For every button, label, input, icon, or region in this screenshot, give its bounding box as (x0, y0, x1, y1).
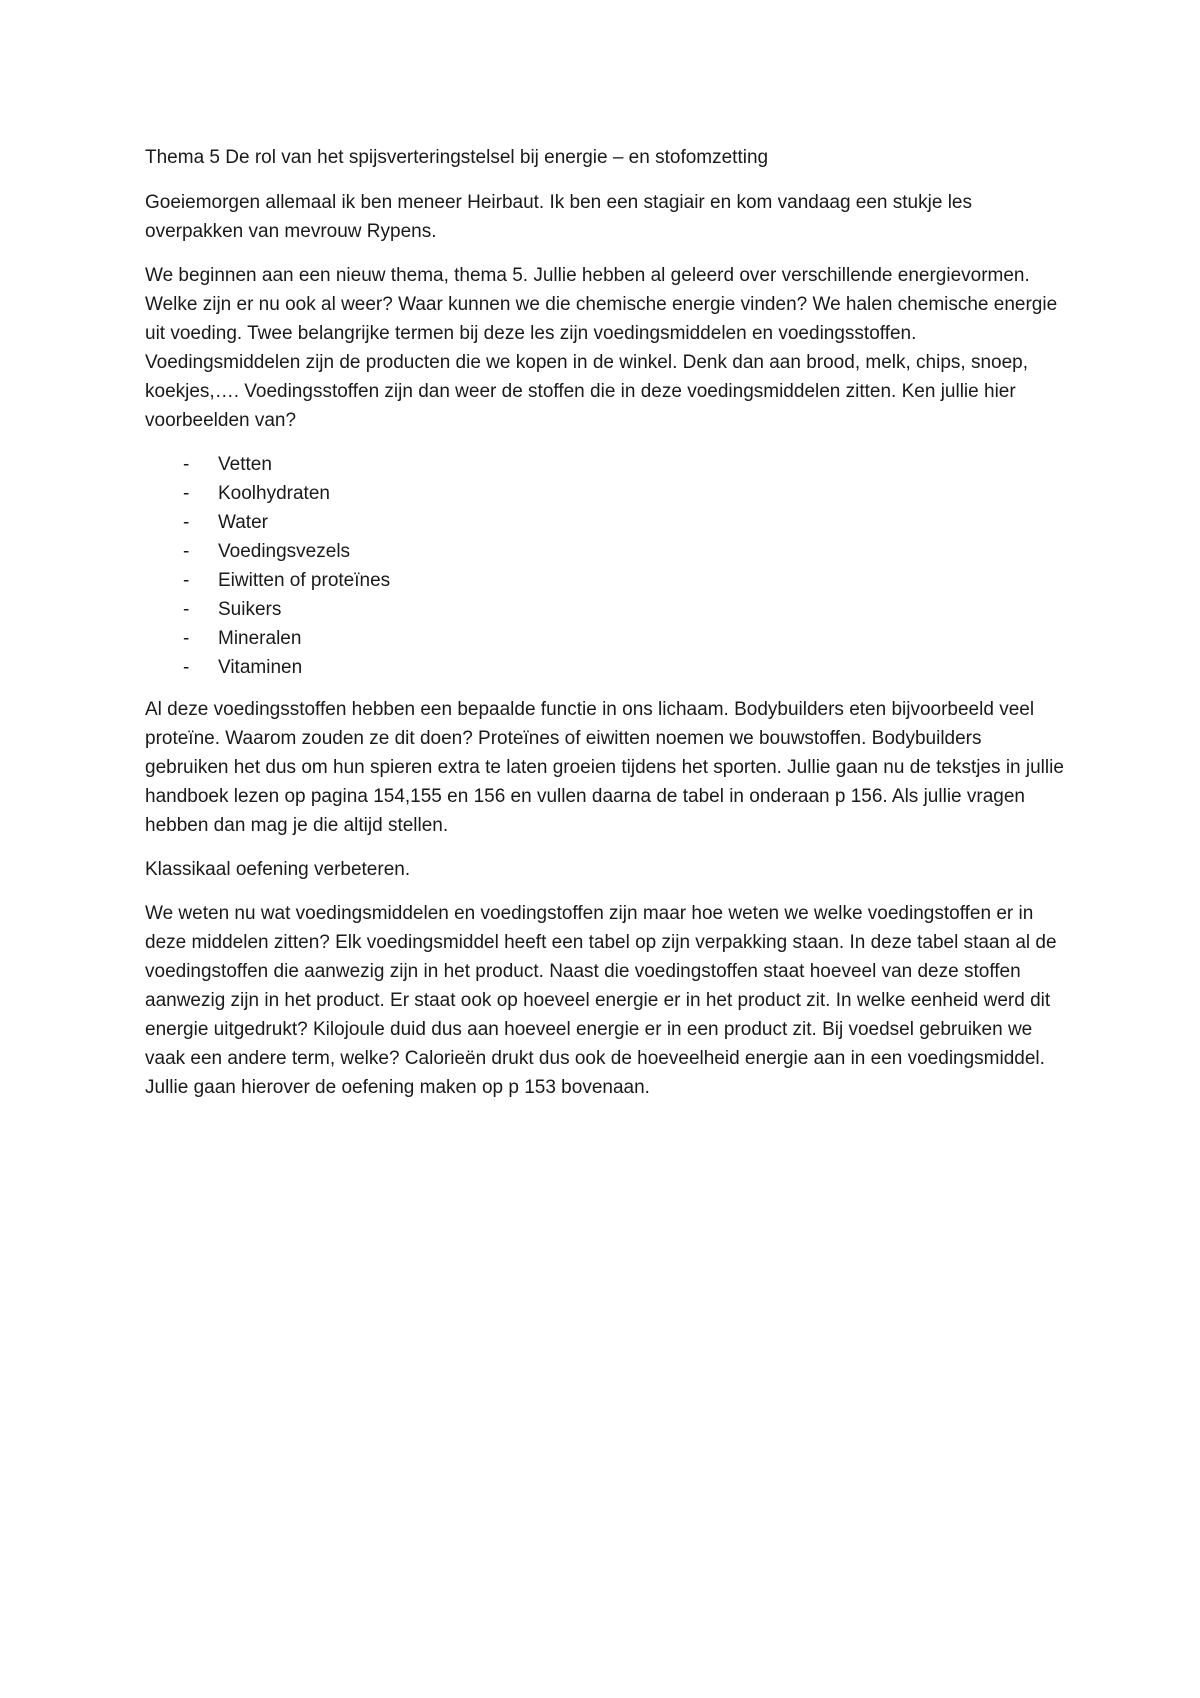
list-item (145, 508, 1065, 537)
list-dash: - (183, 541, 190, 562)
list-item-label: Voedingsvezels (218, 541, 351, 562)
list-item-label: Vitaminen (218, 657, 303, 678)
list-item-label: Mineralen (218, 628, 302, 649)
list-item (145, 566, 1065, 595)
paragraph-nutrition-label: We weten nu wat voedingsmiddelen en voedingstoffen zijn maar hoe weten we welke voedingstoffen er in deze middelen zitten? Elk voedingsmiddel heeft een tabel op zijn verpakking staan. In deze tabel staan al de voedingstoffen die aanwezig zijn in het product. Naast die voedingstoffen staat hoeveel van deze stoffen aanwezig zijn in het product. Er staat ook op hoeveel energie er in het product zit. In welke eenheid werd dit energie uitgedrukt? Kilojoule duid dus aan hoeveel energie er in een product zit. Bij voedsel gebruiken we vaak een andere term, welke? Calorieën drukt dus ook de hoeveelheid energie aan in een voedingsmiddel. Jullie gaan hierover de oefening maken op p 153 bovenaan. (145, 903, 1057, 1098)
list-item (145, 537, 1065, 566)
document-page (145, 143, 1065, 1117)
list-item (145, 450, 1065, 479)
list-dash: - (183, 657, 190, 678)
paragraph-functions: Al deze voedingsstoffen hebben een bepaalde functie in ons lichaam. Bodybuilders eten bijvoorbeeld veel proteïne. Waarom zouden ze dit doen? Proteïnes of eiwitten noemen we bouwstoffen. Bodybuilders gebruiken het dus om hun spieren extra te laten groeien tijdens het sporten. Jullie gaan nu de tekstjes in jullie handboek lezen op pagina 154,155 en 156 en vullen daarna de tabel in onderaan p 156. Als jullie vragen hebben dan mag je die altijd stellen. (145, 699, 1064, 836)
nutrients-list (145, 450, 1065, 682)
paragraph-greeting: Goeiemorgen allemaal ik ben meneer Heirbaut. Ik ben een stagiair en kom vandaag een stukje les overpakken van mevrouw Rypens. (145, 192, 972, 242)
list-dash: - (183, 483, 190, 504)
list-item (145, 595, 1065, 624)
list-item (145, 653, 1065, 682)
list-item-label: Koolhydraten (218, 483, 330, 504)
list-dash: - (183, 570, 190, 591)
list-item-label: Vetten (218, 454, 272, 475)
list-dash: - (183, 628, 190, 649)
list-dash: - (183, 512, 190, 533)
list-item (145, 479, 1065, 508)
paragraph-exercise-correction: Klassikaal oefening verbeteren. (145, 859, 411, 880)
document-title: Thema 5 De rol van het spijsverteringstelsel bij energie – en stofomzetting (145, 147, 769, 168)
list-dash: - (183, 599, 190, 620)
list-item-label: Water (218, 512, 268, 533)
list-item-label: Suikers (218, 599, 282, 620)
paragraph-theme-intro: We beginnen aan een nieuw thema, thema 5. Jullie hebben al geleerd over verschillende energievormen. Welke zijn er nu ook al weer? Waar kunnen we die chemische energie vinden? We halen chemische energie uit voeding. Twee belangrijke termen bij deze les zijn voedingsmiddelen en voedingsstoffen. Voedingsmiddelen zijn de producten die we kopen in de winkel. Denk dan aan brood, melk, chips, snoep, koekjes,…. Voedingsstoffen zijn dan weer de stoffen die in deze voedingsmiddelen zitten. Ken jullie hier voorbeelden van? (145, 265, 1058, 431)
list-item (145, 624, 1065, 653)
list-dash: - (183, 454, 190, 475)
list-item-label: Eiwitten of proteïnes (218, 570, 391, 591)
